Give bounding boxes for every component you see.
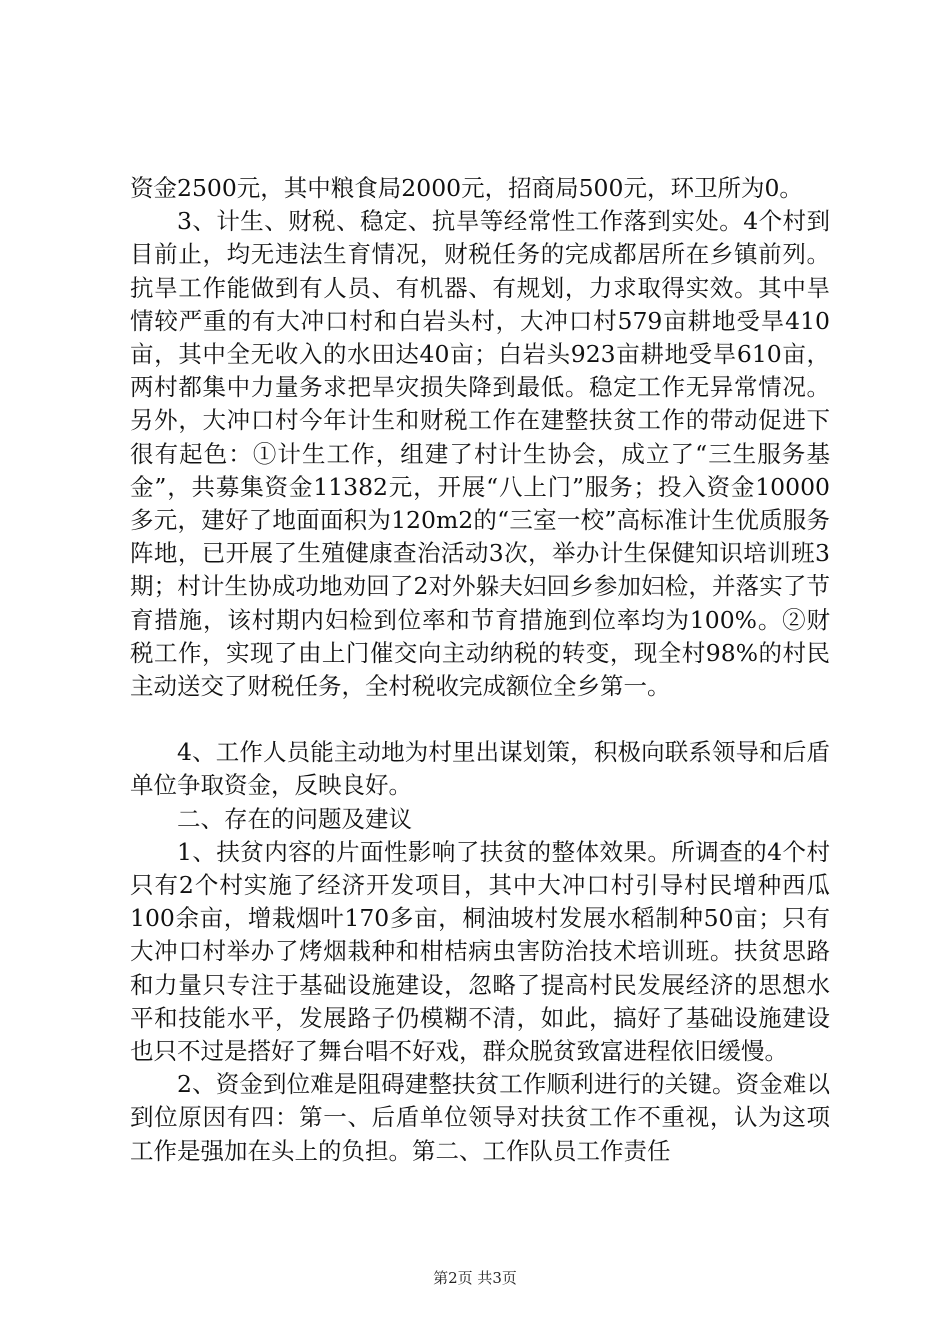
paragraph-problem-2: 2、资金到位难是阻碍建整扶贫工作顺利进行的关键。资金难以到位原因有四：第一、后盾单位领导对扶贫工作不重视，认为这项工作是强加在头上的负担。第二、工作队员工作责任 — [130, 1070, 830, 1165]
paragraph-problem-1: 1、扶贫内容的片面性影响了扶贫的整体效果。所调查的4个村只有2个村实施了经济开发项目，其中大冲口村引导村民增种西瓜100余亩，增栽烟叶170多亩，桐油坡村发展水稻制种50亩；只有大冲口村举办了烤烟栽种和柑桔病虫害防治技术培训班。扶贫思路和力量只专注于基础设施建设，忽略了提高村民发展经济的思想水平和技能水平，发展路子仍模糊不清，如此，搞好了基础设施建设也只不过是搭好了舞台唱不好戏，群众脱贫致富进程依旧缓慢。 — [130, 837, 830, 1066]
section-heading-problems: 二、存在的问题及建议 — [177, 804, 412, 833]
document-body — [130, 172, 830, 1168]
page-footer: 第2页 共3页 — [433, 1269, 517, 1287]
paragraph-item-4: 4、工作人员能主动地为村里出谋划策，积极向联系领导和后盾单位争取资金，反映良好。 — [130, 738, 830, 800]
paragraph-item-3: 3、计生、财税、稳定、抗旱等经常性工作落到实处。4个村到目前止，均无违法生育情况，财税任务的完成都居所在乡镇前列。抗旱工作能做到有人员、有机器、有规划，力求取得实效。其中旱情较严重的有大冲口村和白岩头村，大冲口村579亩耕地受旱410亩，其中全无收入的水田达40亩；白岩头923亩耕地受旱610亩，两村都集中力量务求把旱灾损失降到最低。稳定工作无异常情况。另外，大冲口村今年计生和财税工作在建整扶贫工作的带动促进下很有起色：①计生工作，组建了村计生协会，成立了“三生服务基金”，共募集资金11382元，开展“八上门”服务；投入资金10000多元，建好了地面面积为120m2的“三室一校”高标准计生优质服务阵地，已开展了生殖健康查治活动3次，举办计生保健知识培训班3期；村计生协成功地劝回了2对外躲夫妇回乡参加妇检，并落实了节育措施，该村期内妇检到位率和节育措施到位率均为100%。②财税工作，实现了由上门催交向主动纳税的转变，现全村98%的村民主动送交了财税任务，全村税收完成额位全乡第一。 — [130, 207, 830, 701]
paragraph-continuation: 资金2500元，其中粮食局2000元，招商局500元，环卫所为0。 — [130, 174, 803, 202]
